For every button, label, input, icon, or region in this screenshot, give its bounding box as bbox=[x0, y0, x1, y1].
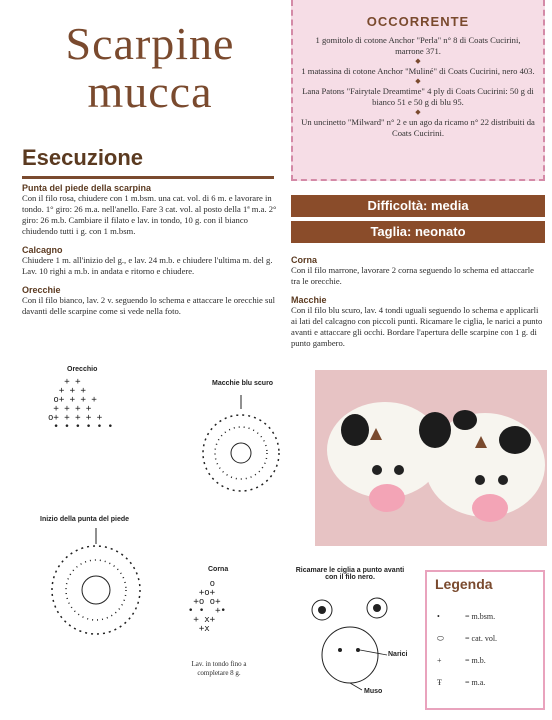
legend-symbol: • bbox=[437, 612, 440, 621]
narici-label: Narici bbox=[388, 651, 408, 658]
ricamare-label: Ricamare le ciglia a punto avanti con il filo nero. bbox=[295, 567, 405, 581]
corna-label: Corna bbox=[208, 566, 229, 573]
corna-chart: o +o+ +o o+ • • +• + x+ +x bbox=[188, 579, 226, 634]
slippers-illustration bbox=[315, 370, 547, 546]
macchie-text: Con il filo blu scuro, lav. 4 tondi uguali seguendo lo schema e applicarli ai lati del calcagno con piccoli punti. Ricamare le ciglia, le narici a punto avanti e attaccare gli occhi. Bordare l'apertura delle scarpine con 1 g. di punto gambero. bbox=[291, 305, 543, 348]
title-line-2: mucca bbox=[87, 66, 213, 117]
orecchie-text: Con il filo bianco, lav. 2 v. seguendo lo schema e attaccare le orecchie sul davanti delle scarpine come si vede nella foto. bbox=[22, 295, 276, 316]
section-heading: Esecuzione bbox=[22, 145, 144, 170]
orecchio-chart: + + + + + o+ + + + + + + + o+ + + + + • • • • • • bbox=[48, 377, 114, 432]
inizio-punta-label: Inizio della punta del piede bbox=[40, 516, 130, 523]
diamond-icon: ◆ bbox=[415, 108, 421, 116]
corna-note: Lav. in tondo fino a completare 8 g. bbox=[191, 660, 247, 677]
section-divider bbox=[22, 176, 274, 179]
legend-symbol: + bbox=[437, 656, 442, 665]
occorrente-item: Lana Patons "Fairytale Dreamtime" 4 ply di Coats Cucirini: 50 g di bianco 51 e 50 g di blu 95. bbox=[302, 86, 534, 107]
corna-text: Con il filo marrone, lavorare 2 corna seguendo lo schema ed attaccarle tra le orecchie. bbox=[291, 265, 534, 286]
page-title bbox=[40, 20, 260, 116]
diamond-icon: ◆ bbox=[415, 57, 421, 65]
occorrente-item: Un uncinetto "Milward" n° 2 e un ago da ricamo n° 22 distribuiti da Coats Cucirini. bbox=[301, 117, 535, 138]
macchie-heading: Macchie bbox=[291, 295, 327, 305]
occorrente-item: 1 gomitolo di cotone Anchor "Perla" n° 8 di Coats Cucirini, marrone 371. bbox=[315, 35, 521, 56]
occorrente-title: OCCORRENTE bbox=[366, 14, 470, 29]
calcagno-text: Chiudere 1 m. all'inizio del g., e lav. 24 m.b. e chiudere l'ultima m. del g. Lav. 10 righi a m.b. in andata e ritorno e chiudere. bbox=[22, 255, 273, 276]
taglia-bar: Taglia: neonato bbox=[291, 221, 545, 243]
occorrente-box bbox=[291, 0, 545, 181]
instructions-left bbox=[22, 183, 280, 317]
macchie-blu-label: Macchie blu scuro bbox=[212, 380, 274, 387]
title-line-1: Scarpine bbox=[65, 18, 235, 69]
slippers-photo bbox=[315, 370, 547, 546]
orecchie-heading: Orecchie bbox=[22, 285, 61, 295]
legend-label: = cat. vol. bbox=[465, 634, 498, 643]
legend-row bbox=[437, 634, 497, 644]
punta-heading: Punta del piede della scarpina bbox=[22, 183, 152, 193]
legend-label: = m.bsm. bbox=[465, 612, 496, 621]
legend-row bbox=[437, 678, 485, 687]
punta-text: Con il filo rosa, chiudere con 1 m.bsm. una cat. vol. di 6 m. e lavorare in tondo. 1° giro: 26 m.a. nell'anello. Fare 3 cat. vol. al posto della 1ª m.a. 2° giro: 26 m.b. Cambiare il filato e lav. in tondo, 10 g. con il bianco chiudendo tutti i g. con 1 m.bsm. bbox=[22, 193, 277, 236]
legend-symbol: Ŧ bbox=[437, 678, 442, 687]
difficolta-bar: Difficoltà: media bbox=[291, 195, 545, 217]
inizio-punta-chart bbox=[46, 528, 146, 638]
legend-row bbox=[437, 612, 495, 621]
macchie-blu-chart bbox=[196, 395, 286, 495]
corna-heading: Corna bbox=[291, 255, 318, 265]
legend-title: Legenda bbox=[435, 576, 493, 592]
occorrente-item: 1 matassina di cotone Anchor "Muliné" di Coats Cucirini, nero 403. bbox=[301, 66, 535, 76]
muso-label: Muso bbox=[364, 688, 383, 695]
legend-label: = m.b. bbox=[465, 656, 486, 665]
muso-chart bbox=[292, 590, 422, 700]
legend-label: = m.a. bbox=[465, 678, 486, 687]
diamond-icon: ◆ bbox=[415, 77, 421, 85]
orecchio-label: Orecchio bbox=[67, 366, 98, 373]
calcagno-heading: Calcagno bbox=[22, 245, 63, 255]
instructions-right bbox=[291, 255, 545, 349]
legend-box bbox=[425, 570, 545, 710]
legend-symbol: ⬭ bbox=[437, 634, 444, 643]
legend-row bbox=[437, 656, 486, 665]
